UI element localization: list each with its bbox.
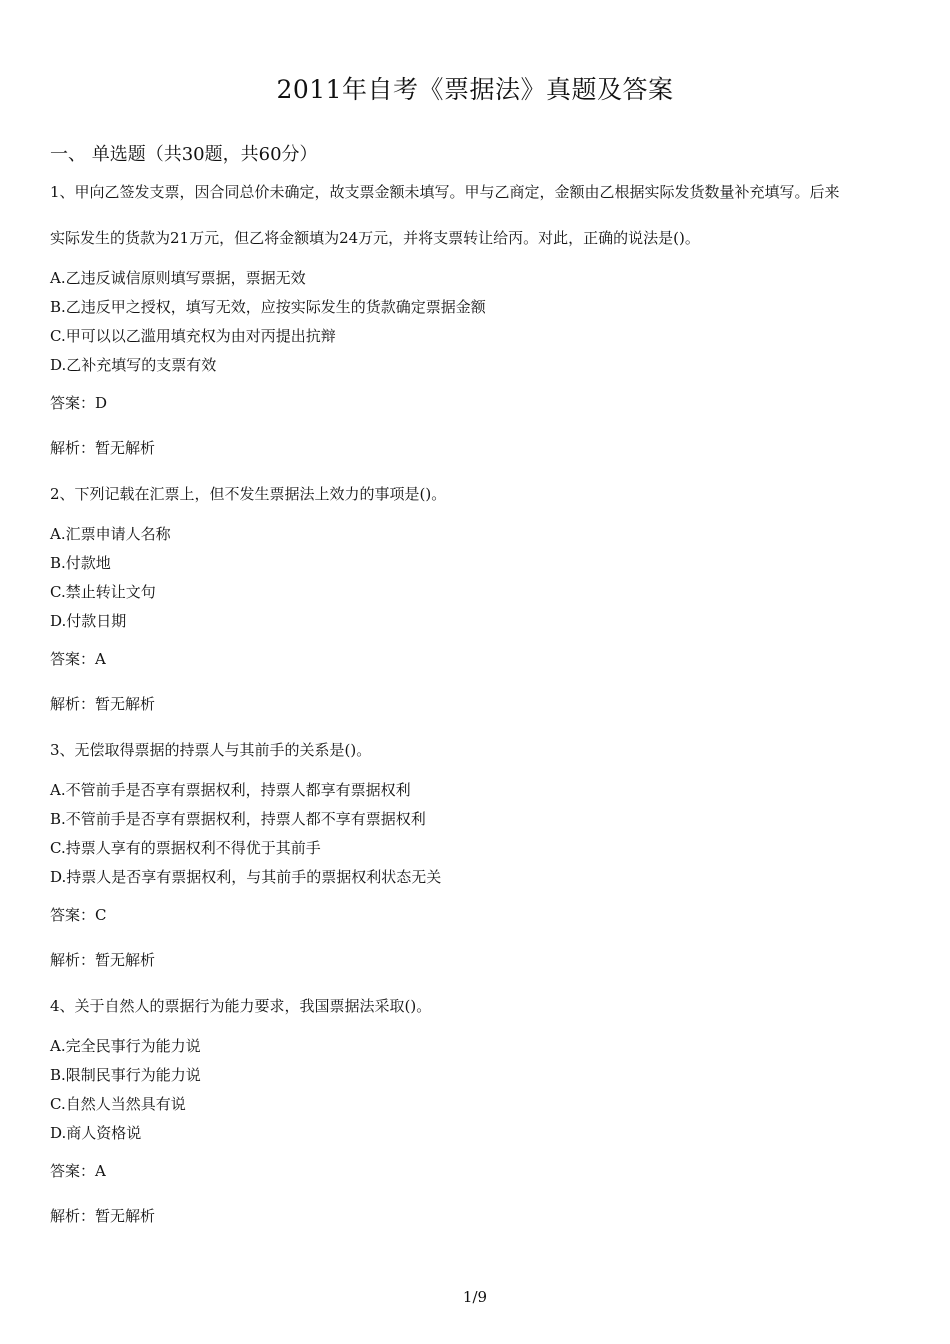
question-stem: 3、无偿取得票据的持票人与其前手的关系是()。 [50,741,372,759]
question-stem: 4、关于自然人的票据行为能力要求，我国票据法采取()。 [50,997,432,1015]
question-4 [50,997,895,1226]
analysis-text: 解析：暂无解析 [50,695,156,713]
question-stem: 2、下列记载在汇票上，但不发生票据法上效力的事项是()。 [50,485,447,503]
option-a: A.完全民事行为能力说 [50,1037,201,1055]
answer-text: 答案：A [50,1162,106,1180]
option-a: A.汇票申请人名称 [50,525,171,543]
option-c: C.自然人当然具有说 [50,1095,186,1113]
option-c: C.持票人享有的票据权利不得优于其前手 [50,839,321,857]
analysis-text: 解析：暂无解析 [50,439,156,457]
document-title: 2011年自考《票据法》真题及答案 [276,75,674,104]
option-d: D.持票人是否享有票据权利，与其前手的票据权利状态无关 [50,868,442,886]
option-c: C.禁止转让文句 [50,583,156,601]
question-list [50,183,895,1226]
option-list [50,520,895,636]
option-a: A.不管前手是否享有票据权利，持票人都享有票据权利 [50,781,411,799]
option-a: A.乙违反诚信原则填写票据，票据无效 [50,269,306,287]
answer-text: 答案：A [50,650,106,668]
question-3 [50,741,895,970]
analysis-text: 解析：暂无解析 [50,1207,156,1225]
page-number: 1/9 [462,1288,488,1306]
option-b: B.付款地 [50,554,111,572]
option-b: B.乙违反甲之授权，填写无效，应按实际发生的货款确定票据金额 [50,298,486,316]
option-list [50,264,895,380]
analysis-text: 解析：暂无解析 [50,951,156,969]
option-d: D.乙补充填写的支票有效 [50,356,217,374]
answer-text: 答案：C [50,906,107,924]
section-heading: 一、 单选题（共30题，共60分） [50,144,318,165]
answer-text: 答案：D [50,394,108,412]
question-1 [50,183,895,458]
question-stem: 实际发生的货款为21万元，但乙将金额填为24万元，并将支票转让给丙。对此，正确的说法是()。 [50,229,700,247]
option-b: B.限制民事行为能力说 [50,1066,201,1084]
question-2 [50,485,895,714]
option-list [50,1032,895,1148]
option-c: C.甲可以以乙滥用填充权为由对丙提出抗辩 [50,327,336,345]
option-d: D.商人资格说 [50,1124,142,1142]
option-b: B.不管前手是否享有票据权利，持票人都不享有票据权利 [50,810,426,828]
option-d: D.付款日期 [50,612,127,630]
question-stem: 1、甲向乙签发支票，因合同总价未确定，故支票金额未填写。甲与乙商定，金额由乙根据实际发货数量补充填写。后来 [50,183,840,201]
option-list [50,776,895,892]
